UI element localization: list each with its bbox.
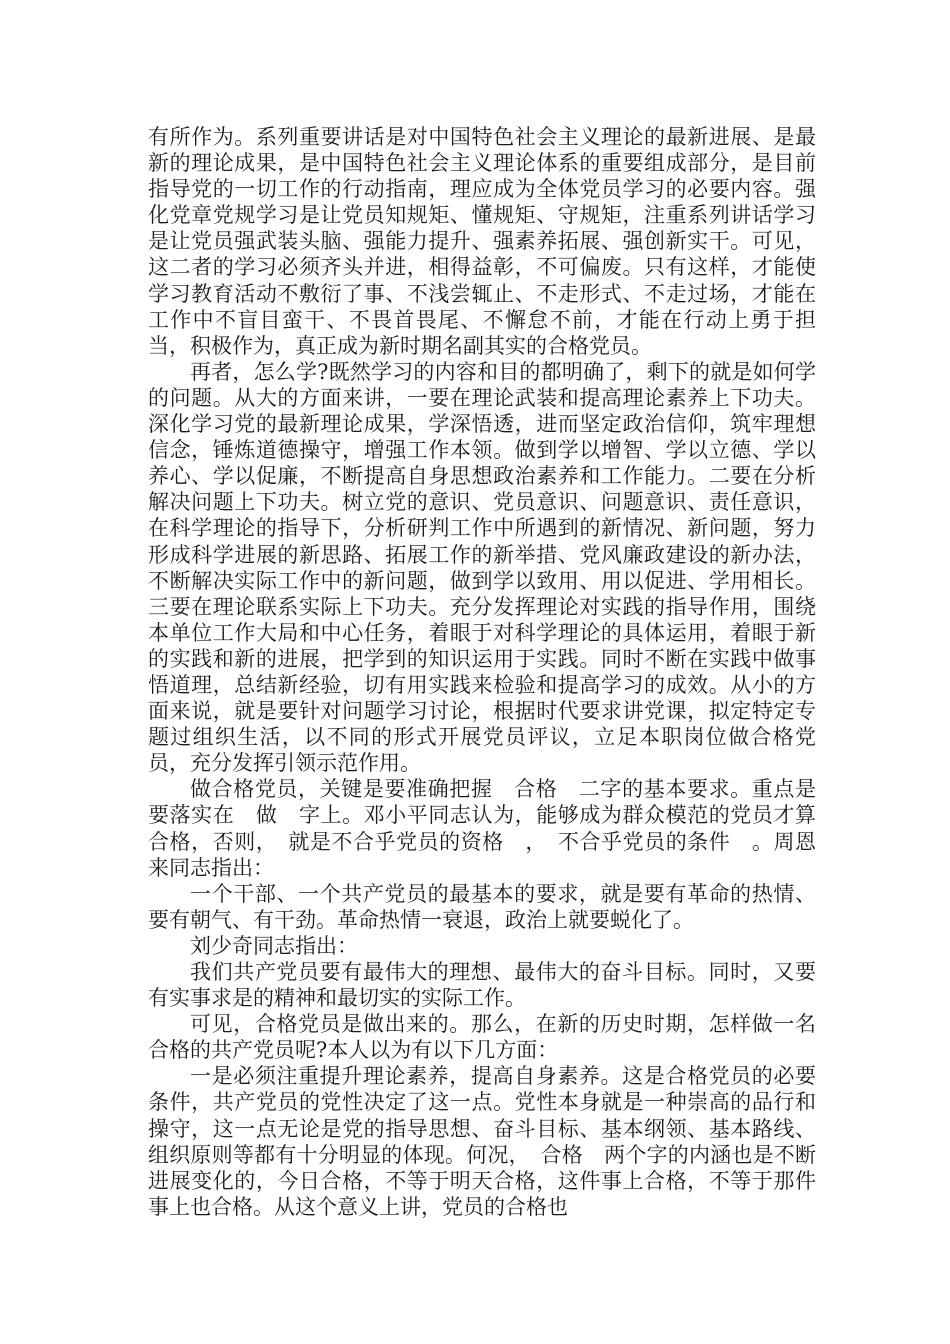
paragraph-5: 刘少奇同志指出： bbox=[190, 933, 358, 958]
paragraph-7: 可见，合格党员是做出来的。那么，在新的历史时期，怎样做一名合格的共产党员呢?本人以为有以下几方面： bbox=[148, 1012, 816, 1063]
paragraph-1: 有所作为。系列重要讲话是对中国特色社会主义理论的最新进展、是最新的理论成果，是中国特色社会主义理论体系的重要组成部分，是目前指导党的一切工作的行动指南，理应成为全体党员学习的必要内容。强化党章党规学习是让党员知规矩、懂规矩、守规矩，注重系列讲话学习是让党员强武装头脑、强能力提升、强素养拓展、强创新实干。可见，这二者的学习必须齐头并进，相得益彰，不可偏废。只有这样，才能使学习教育活动不敷衍了事、不浅尝辄止、不走形式、不走过场，才能在工作中不盲目蛮干、不畏首畏尾、不懈怠不前，才能在行动上勇于担当，积极作为，真正成为新时期名副其实的合格党员。 bbox=[148, 125, 816, 358]
paragraph-4: 一个干部、一个共产党员的最基本的要求，就是要有革命的热情、要有朝气、有干劲。革命热情一衰退，政治上就要蜕化了。 bbox=[148, 881, 816, 932]
paragraph-8: 一是必须注重提升理论素养，提高自身素养。这是合格党员的必要条件，共产党员的党性决定了这一点。党性本身就是一种崇高的品行和操守，这一点无论是党的指导思想、奋斗目标、基本纲领、基本路线、组织原则等都有十分明显的体现。何况， 合格 两个字的内涵也是不断进展变化的，今日合格，不等于明天合格，这件事上合格，不等于那件事上也合格。从这个意义上讲，党员的合格也 bbox=[148, 1064, 816, 1219]
paragraph-2: 再者，怎么学?既然学习的内容和目的都明确了，剩下的就是如何学的问题。从大的方面来讲，一要在理论武装和提高理论素养上下功夫。深化学习党的最新理论成果，学深悟透，进而坚定政治信仰，筑牢理想信念，锤炼道德操守，增强工作本领。做到学以增智、学以立德、学以养心、学以促廉，不断提高自身思想政治素养和工作能力。二要在分析解决问题上下功夫。树立党的意识、党员意识、问题意识、责任意识，在科学理论的指导下，分析研判工作中所遇到的新情况、新问题，努力形成科学进展的新思路、拓展工作的新举措、党风廉政建设的新办法，不断解决实际工作中的新问题，做到学以致用、用以促进、学用相长。三要在理论联系实际上下功夫。充分发挥理论对实践的指导作用，围绕本单位工作大局和中心任务，着眼于对科学理论的具体运用，着眼于新的实践和新的进展，把学到的知识运用于实践。同时不断在实践中做事悟道理，总结新经验，切有用实践来检验和提高学习的成效。从小的方面来说，就是要针对问题学习讨论，根据时代要求讲党课，拟定特定专题过组织生活，以不同的形式开展党员评议，立足本职岗位做合格党员，充分发挥引领示范作用。 bbox=[148, 359, 816, 776]
paragraph-3: 做合格党员，关键是要准确把握 合格 二字的基本要求。重点是要落实在 做 字上。邓小平同志认为，能够成为群众模范的党员才算合格，否则， 就是不合乎党员的资格 ， 不合乎党员的条件 。周恩来同志指出： bbox=[148, 777, 816, 880]
paragraph-6: 我们共产党员要有最伟大的理想、最伟大的奋斗目标。同时，又要有实事求是的精神和最切实的实际工作。 bbox=[148, 960, 816, 1011]
document-page bbox=[148, 124, 816, 1220]
